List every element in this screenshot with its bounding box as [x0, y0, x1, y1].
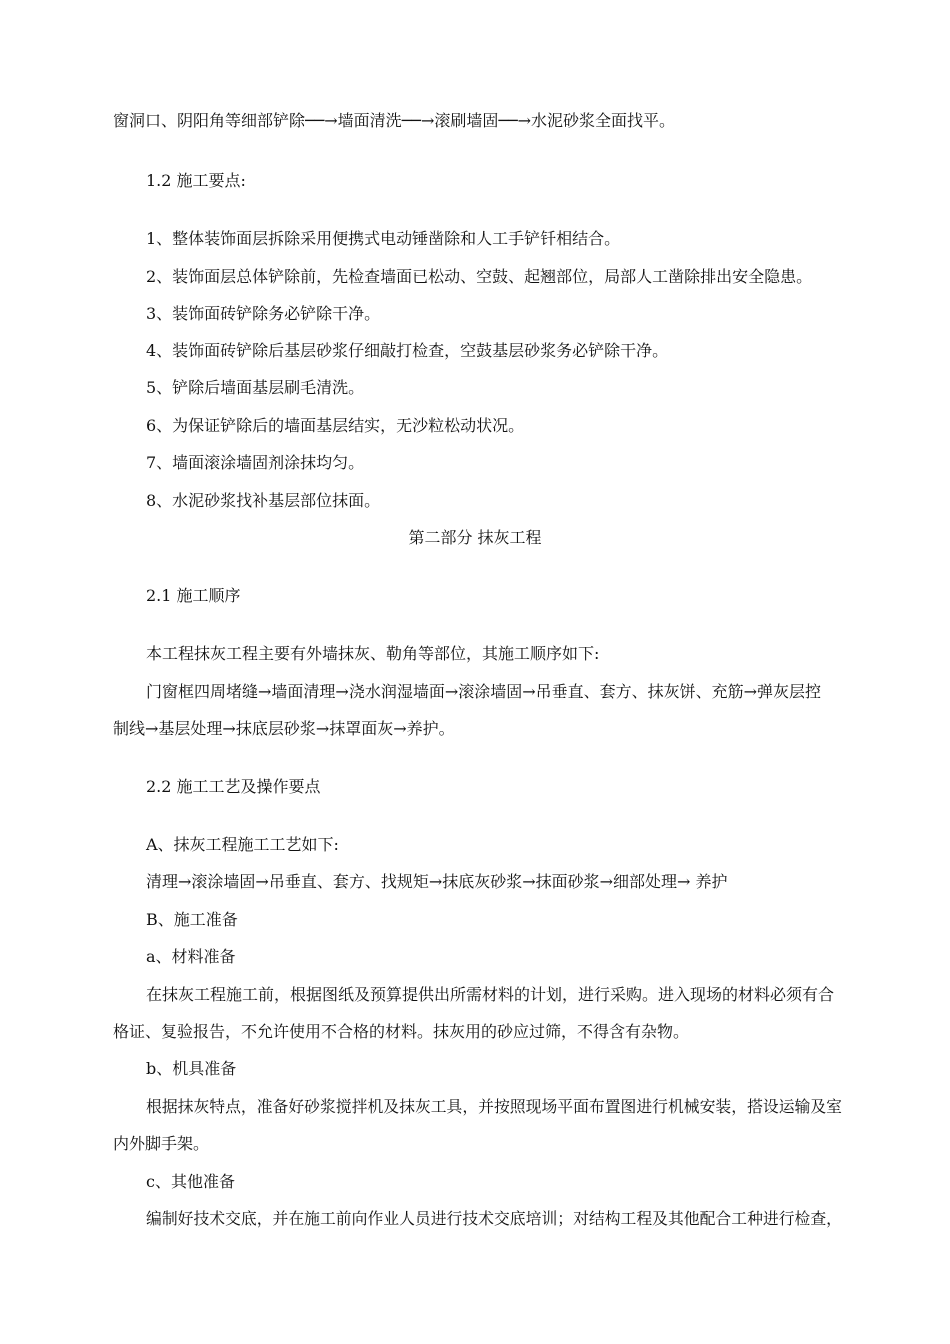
subheading-tools: b、机具准备: [146, 1059, 237, 1078]
part-two-title: 第二部分 抹灰工程: [408, 528, 542, 547]
paragraph-sequence-line-1: 门窗框四周堵缝→墙面清理→浇水润湿墙面→滚涂墙固→吊垂直、套方、抹灰饼、充筋→弹灰层控: [146, 682, 822, 701]
list-item-1: 1、整体装饰面层拆除采用便携式电动锤凿除和人工手铲钎相结合。: [146, 229, 621, 248]
list-item-6: 6、为保证铲除后的墙面基层结实，无沙粒松动状况。: [146, 416, 525, 435]
paragraph-materials-line-1: 在抹灰工程施工前，根据图纸及预算提供出所需材料的计划，进行采购。进入现场的材料必须有合: [146, 985, 835, 1004]
list-item-8: 8、水泥砂浆找补基层部位抹面。: [146, 491, 381, 510]
subheading-a: A、抹灰工程施工工艺如下:: [146, 835, 339, 854]
subheading-other: c、其他准备: [146, 1172, 235, 1191]
paragraph-other-line-1: 编制好技术交底，并在施工前向作业人员进行技术交底培训；对结构工程及其他配合工种进行检查，: [146, 1209, 842, 1228]
paragraph-materials-line-2: 格证、复验报告，不允许使用不合格的材料。抹灰用的砂应过筛，不得含有杂物。: [113, 1022, 690, 1041]
subheading-materials: a、材料准备: [146, 947, 236, 966]
paragraph-process-steps: 清理→滚涂墙固→吊垂直、套方、找规矩→抹底灰砂浆→抹面砂浆→细部处理→ 养护: [146, 872, 728, 891]
paragraph-sequence-intro: 本工程抹灰工程主要有外墙抹灰、勒角等部位，其施工顺序如下:: [146, 644, 600, 663]
paragraph-process-continued: 窗洞口、阴阳角等细部铲除──→墙面清洗──→滚刷墙固──→水泥砂浆全面找平。: [113, 111, 676, 130]
section-heading-1-2: 1.2 施工要点:: [146, 171, 246, 190]
list-item-3: 3、装饰面砖铲除务必铲除干净。: [146, 304, 381, 323]
list-item-4: 4、装饰面砖铲除后基层砂浆仔细敲打检查，空鼓基层砂浆务必铲除干净。: [146, 341, 669, 360]
paragraph-sequence-line-2: 制线→基层处理→抹底层砂浆→抹罩面灰→养护。: [113, 719, 455, 738]
paragraph-tools-line-1: 根据抹灰特点，准备好砂浆搅拌机及抹灰工具，并按照现场平面布置图进行机械安装，搭设运输及室: [146, 1097, 842, 1116]
list-item-2: 2、装饰面层总体铲除前，先检查墙面已松动、空鼓、起翘部位，局部人工凿除排出安全隐患。: [146, 267, 813, 286]
list-item-7: 7、墙面滚涂墙固剂涂抹均匀。: [146, 453, 365, 472]
section-heading-2-1: 2.1 施工顺序: [146, 586, 241, 605]
paragraph-tools-line-2: 内外脚手架。: [113, 1134, 210, 1153]
subheading-b: B、施工准备: [146, 910, 238, 929]
section-heading-2-2: 2.2 施工工艺及操作要点: [146, 777, 321, 796]
list-item-5: 5、铲除后墙面基层刷毛清洗。: [146, 378, 365, 397]
